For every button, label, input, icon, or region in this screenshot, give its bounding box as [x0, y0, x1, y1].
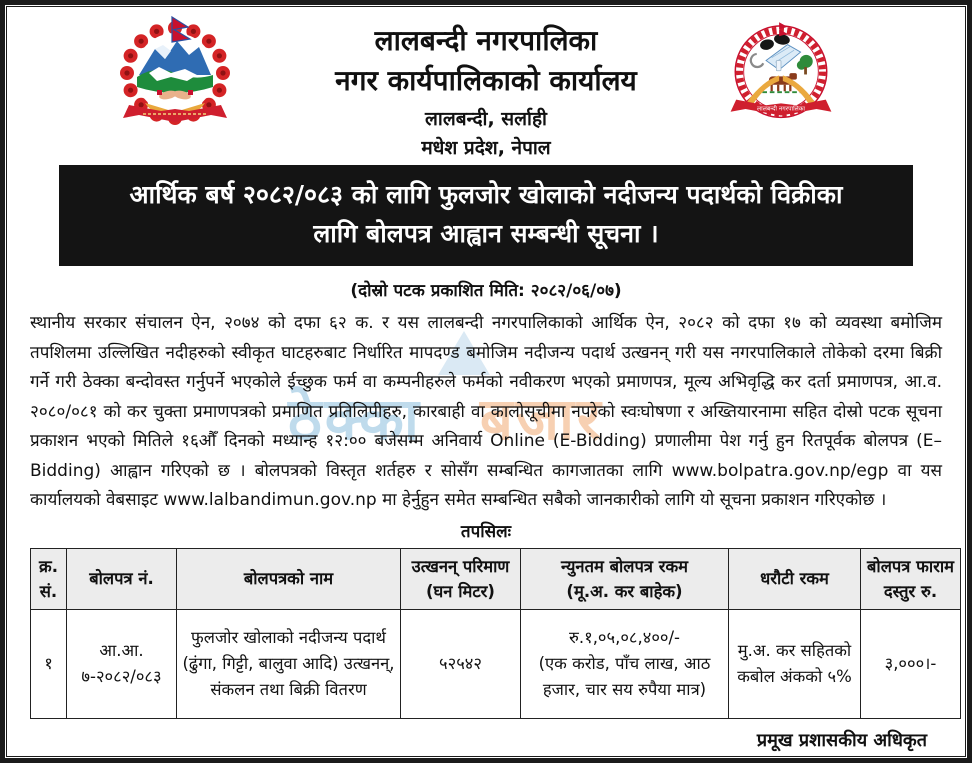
nepal-government-emblem-icon — [115, 15, 235, 135]
ox-head — [789, 73, 796, 80]
cell-quantity: ५२५४२ — [401, 609, 521, 718]
col-minimum-amount: न्युनतम बोलपत्र रकम (मू.अ. कर बाहेक) — [521, 548, 729, 609]
letterhead — [7, 7, 965, 157]
col-bid-number: बोलपत्र नं. — [67, 548, 177, 609]
signatory-title: प्रमूख प्रशासकीय अधिकृत — [756, 729, 927, 751]
watermark-word-1: ठेक्का — [288, 385, 422, 453]
cell-serial-number: १ — [31, 609, 67, 718]
watermark-word-2: बजार — [479, 385, 604, 453]
publish-date-line: (दोस्रो पटक प्रकाशित मिति: २०८२/०६/०७) — [350, 281, 622, 301]
office-name: नगर कार्यपालिकाको कार्यालय — [335, 64, 637, 97]
notice-body — [30, 309, 954, 719]
col-deposit: धरौटी रकम — [729, 548, 861, 609]
table-header-row — [31, 548, 961, 609]
tender-detail-table — [30, 548, 961, 719]
notice-title-line1: आर्थिक बर्ष २०८२/०८३ को लागि फुलजोर खोलाको नदीजन्य पदार्थको विक्रीका — [129, 180, 843, 209]
table-row — [31, 609, 961, 718]
svg-text:लालबन्दी नगरपालिका: लालबन्दी नगरपालिका — [757, 105, 805, 113]
document-inner-border — [6, 6, 966, 757]
province-line: मधेश प्रदेश, नेपाल — [421, 137, 551, 159]
cell-minimum-amount: रु.१,०५,०८,४००/- (एक करोड, पाँच लाख, आठ हजार, चार सय रुपैया मात्र) — [521, 609, 729, 718]
col-bid-name: बोलपत्रको नाम — [177, 548, 401, 609]
col-form-fee: बोलपत्र फाराम दस्तुर रु. — [861, 548, 961, 609]
tapasil-heading: तपसिलः — [460, 521, 512, 542]
office-address: लालबन्दी, सर्लाही — [425, 108, 547, 130]
notice-paragraph: स्थानीय सरकार संचालन ऐन, २०७४ को दफा ६२ क. र यस लालबन्दी नगरपालिकाको आर्थिक ऐन, २०८२ को दफा १७ को व्यवस्था बमोजिम तपशिलमा उल्लिखित नदीहरुको स्वीकृत घाटहरुबाट निर्धारित मापदण्ड बमोजिम नदीजन्य पदार्थ उत्खनन् गरी यस नगरपालिकाले तोकेको दरमा बिक्री गर्ने गरी ठेक्का बन्दोवस्त गर्नुपर्ने भएकोले ईच्छुक फर्म वा कम्पनीहरुले फर्मको नवीकरण भएको प्रमाणपत्र, मूल्य अभिवृद्धि कर दर्ता प्रमाणपत्र, आ.व. २०८०/०८१ को कर चुक्ता प्रमाणपत्रको प्रमाणित प्रतिलिपीहरु, कारबाही वा कालोसूचीमा नपरेको स्वःघोषणा र अख्तियारनामा सहित दोस्रो पटक सूचना प्रकाशन भएको मितिले १६औँ दिनको मध्यान्ह १२:०० बजेसम्म अनिवार्य Online (E-Bidding) प्रणालीमा पेश गर्नु हुन रितपूर्वक बोलपत्र (E–Bidding) आह्वान गरिएको छ । बोलपत्रको विस्तृत शर्तहरु र सोसँग सम्बन्धित कागजातका लागि www.bolpatra.gov.np/egp वा यस कार्यालयको वेबसाइट www.lalbandimun.gov.np मा हेर्नुहुन समेत सम्बन्धित सबैको जानकारीको लागि यो सूचना प्रकाशन गरिएकोछ । — [30, 313, 942, 510]
cell-bid-number: आ.आ. ७-२०८२/०८३ — [67, 609, 177, 718]
col-quantity: उत्खनन् परिमाण (घन मिटर) — [401, 548, 521, 609]
cell-bid-name: फुलजोर खोलाको नदीजन्य पदार्थ (ढुंगा, गिट्टी, बालुवा आदि) उत्खनन्, संकलन तथा बिक्री वितरण — [177, 609, 401, 718]
cell-form-fee: ३,०००।- — [861, 609, 961, 718]
bottle — [776, 60, 781, 70]
col-serial-number: क्र. सं. — [31, 548, 67, 609]
cell-deposit: मु.अ. कर सहितको कबोल अंकको ५% — [729, 609, 861, 718]
municipality-name: लालबन्दी नगरपालिका — [374, 24, 598, 57]
notice-title-line2: लागि बोलपत्र आह्वान सम्बन्धी सूचना । — [313, 219, 659, 248]
notice-title-banner — [59, 165, 913, 266]
lalbandi-municipality-emblem-icon — [725, 21, 837, 131]
